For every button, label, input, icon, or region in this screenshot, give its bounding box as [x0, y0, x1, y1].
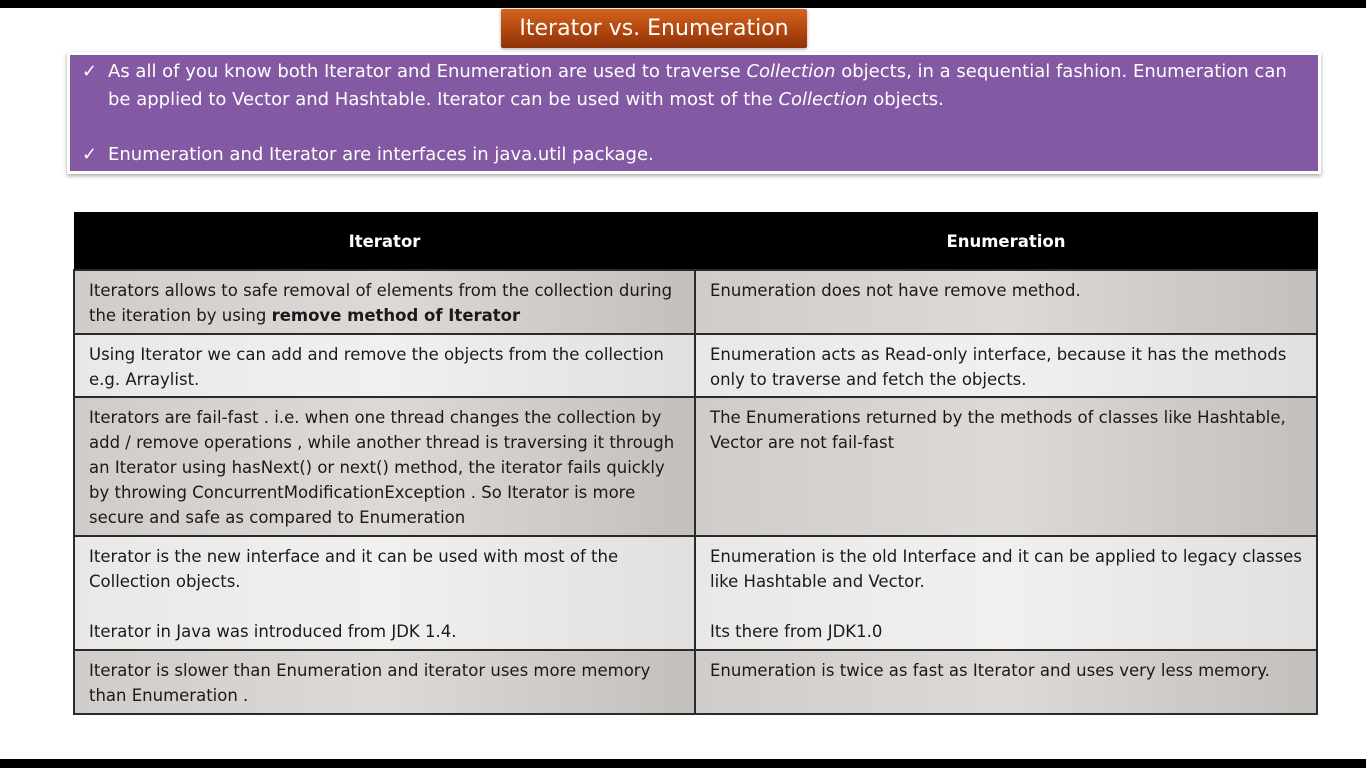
cell-iterator: Iterator is slower than Enumeration and iterator uses more memory than Enumeration . — [74, 650, 695, 714]
comparison-table — [73, 212, 1318, 715]
table-row — [74, 536, 1317, 650]
bullet-1-part-1: As all of you know both Iterator and Enumeration are used to traverse — [108, 61, 747, 82]
bottom-black-bar — [0, 759, 1366, 768]
cell-enumeration: The Enumerations returned by the methods of classes like Hashtable, Vector are not fail-fast — [695, 397, 1317, 536]
top-black-bar — [0, 0, 1366, 8]
header-iterator: Iterator — [74, 213, 695, 271]
table-header-row — [74, 213, 1317, 271]
bullet-1-part-3: objects, in a sequential fashion. Enumeration can be applied to Vector and Hashtable. Iterator can be used with most of the — [108, 61, 1287, 110]
checkmark-icon: ✓ — [82, 61, 98, 82]
intro-bullet-1-text — [108, 58, 1302, 114]
table-row — [74, 650, 1317, 714]
bullet-1-collection-italic: Collection — [746, 61, 836, 82]
cell-iterator — [74, 270, 695, 334]
cell-text: Iterator is the new interface and it can be used with most of the Collection objects. — [89, 547, 619, 591]
bullet-1-collection-italic-2: Collection — [778, 89, 868, 110]
slide-title — [501, 9, 807, 48]
cell-text-2: Iterator in Java was introduced from JDK 1.4. — [89, 622, 457, 641]
cell-iterator: Iterators are fail-fast . i.e. when one thread changes the collection by add / remove operations , while another thread is traversing it through an Iterator using hasNext() or next() method, the iterator fails quickly by throwing ConcurrentModificationException . So Iterator is more secure and safe as compared to Enumeration — [74, 397, 695, 536]
intro-panel-fill — [70, 55, 1318, 171]
intro-bullet-1 — [82, 58, 1302, 114]
cell-enumeration: Enumeration acts as Read-only interface, because it has the methods only to traverse and fetch the objects. — [695, 334, 1317, 397]
table-row — [74, 270, 1317, 334]
cell-enumeration: Enumeration is twice as fast as Iterator and uses very less memory. — [695, 650, 1317, 714]
cell-enumeration — [695, 536, 1317, 650]
cell-iterator: Using Iterator we can add and remove the objects from the collection e.g. Arraylist. — [74, 334, 695, 397]
checkmark-icon: ✓ — [82, 144, 98, 165]
table-row — [74, 397, 1317, 536]
slide-title-text: Iterator vs. Enumeration — [519, 16, 789, 41]
cell-text: Iterators allows to safe removal of elements from the collection during the iteration by using — [89, 281, 673, 325]
cell-text-2: Its there from JDK1.0 — [710, 622, 883, 641]
intro-bullet-2-text: Enumeration and Iterator are interfaces in java.util package. — [108, 144, 654, 165]
cell-text: Enumeration is the old Interface and it can be applied to legacy classes like Hashtable and Vector. — [710, 547, 1302, 591]
cell-bold-text: remove method of Iterator — [271, 306, 521, 325]
cell-enumeration: Enumeration does not have remove method. — [695, 270, 1317, 334]
header-enumeration: Enumeration — [695, 213, 1317, 271]
table-row — [74, 334, 1317, 397]
intro-bullet-2 — [82, 141, 1302, 169]
bullet-1-part-5: objects. — [867, 89, 944, 110]
intro-panel — [67, 52, 1321, 174]
cell-iterator — [74, 536, 695, 650]
